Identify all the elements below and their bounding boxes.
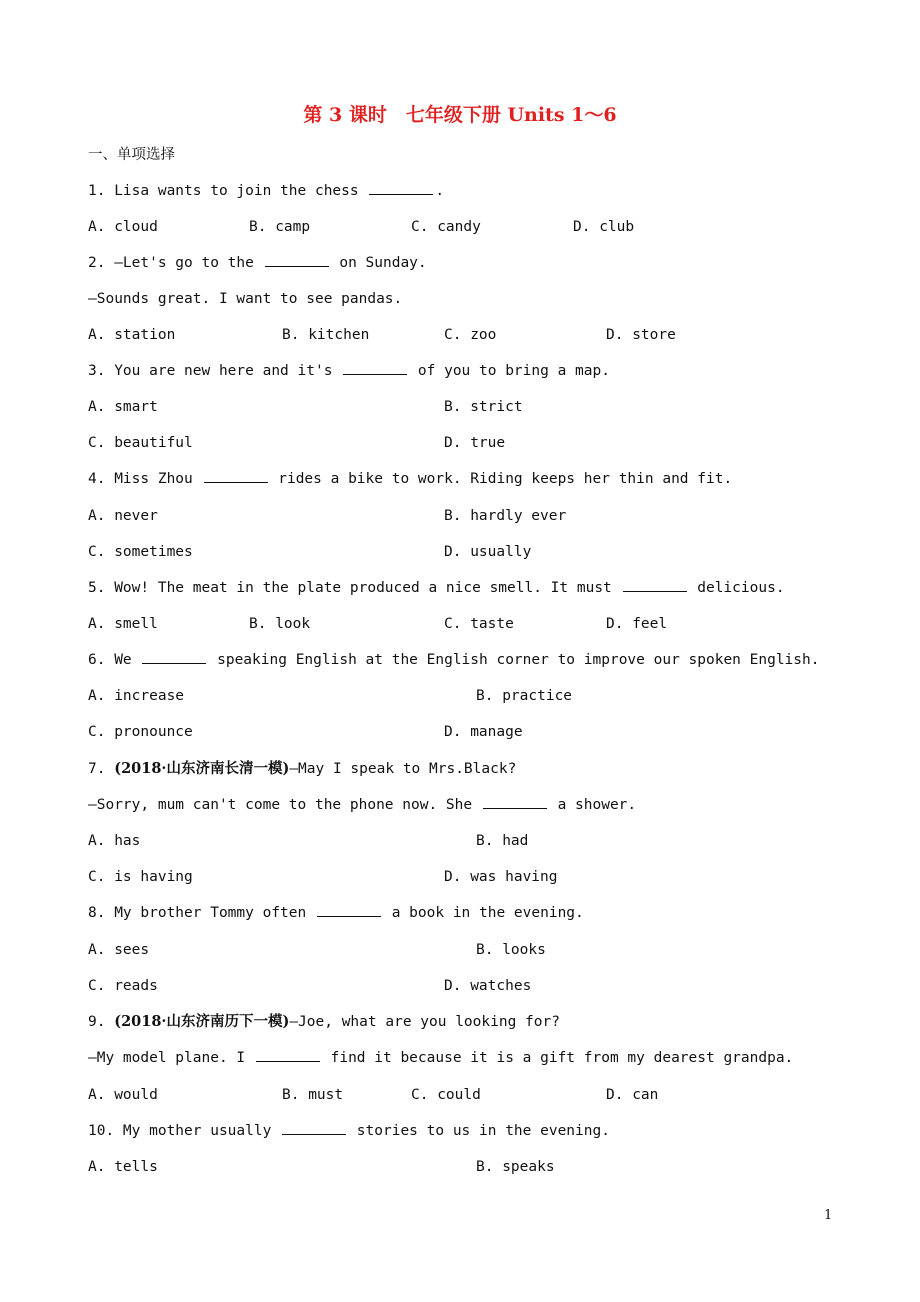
q2-option-c: C. zoo xyxy=(444,327,497,343)
q2-option-a: A. station xyxy=(88,327,176,343)
answer-blank xyxy=(343,362,407,375)
q9-source: (2018·山东济南历下一模) xyxy=(114,1013,290,1030)
q8-option-c: C. reads xyxy=(88,978,158,994)
answer-blank xyxy=(256,1049,320,1062)
q1-option-d: D. club xyxy=(573,219,635,235)
q3-text: 3. You are new here and it's xyxy=(88,363,342,379)
q3-text-end: of you to bring a map. xyxy=(409,363,610,379)
q9-option-a: A. would xyxy=(88,1087,158,1103)
q1-option-b: B. camp xyxy=(249,219,311,235)
q6-text: 6. We xyxy=(88,652,141,668)
q2-reply: —Sounds great. I want to see pandas. xyxy=(88,291,403,307)
q7-reply-text: —Sorry, mum can't come to the phone now. She xyxy=(88,797,481,813)
q10-text-end: stories to us in the evening. xyxy=(348,1123,610,1139)
q7-option-a: A. has xyxy=(88,833,141,849)
q4-option-b: B. hardly ever xyxy=(444,508,567,524)
q7-option-c: C. is having xyxy=(88,869,193,885)
question-2 xyxy=(88,253,427,273)
q6-option-c: C. pronounce xyxy=(88,724,193,740)
q6-text-end: speaking English at the English corner to improve our spoken English. xyxy=(208,652,820,668)
q2-text: 2. —Let's go to the xyxy=(88,255,263,271)
q5-text: 5. Wow! The meat in the plate produced a nice smell. It must xyxy=(88,580,621,596)
q7-option-d: D. was having xyxy=(444,869,558,885)
q1-option-a: A. cloud xyxy=(88,219,158,235)
q5-option-d: D. feel xyxy=(606,616,668,632)
question-6 xyxy=(88,650,819,670)
q4-text-end: rides a bike to work. Riding keeps her thin and fit. xyxy=(269,471,733,487)
q7-text: —May I speak to Mrs.Black? xyxy=(289,761,517,777)
q2-option-b: B. kitchen xyxy=(282,327,370,343)
q4-option-d: D. usually xyxy=(444,544,532,560)
q9-option-b: B. must xyxy=(282,1087,344,1103)
q6-option-d: D. manage xyxy=(444,724,523,740)
question-5 xyxy=(88,578,785,598)
q9-option-c: C. could xyxy=(411,1087,481,1103)
q9-reply-end: find it because it is a gift from my dearest grandpa. xyxy=(321,1050,794,1066)
q7-source: (2018·山东济南长清一模) xyxy=(114,760,290,777)
q9-number: 9. xyxy=(88,1014,115,1030)
q5-option-b: B. look xyxy=(249,616,311,632)
q9-option-d: D. can xyxy=(606,1087,659,1103)
q8-option-a: A. sees xyxy=(88,942,150,958)
question-9 xyxy=(88,1012,560,1032)
q1-text: 1. Lisa wants to join the chess xyxy=(88,183,368,199)
q5-option-a: A. smell xyxy=(88,616,158,632)
page-title: 第 3 课时 七年级下册 Units 1～6 xyxy=(303,104,617,126)
q1-text-end: . xyxy=(435,183,445,199)
q3-option-c: C. beautiful xyxy=(88,435,193,451)
page-number: 1 xyxy=(824,1208,833,1223)
answer-blank xyxy=(204,470,268,483)
q4-text: 4. Miss Zhou xyxy=(88,471,202,487)
q6-option-a: A. increase xyxy=(88,688,185,704)
section-heading: 一、单项选择 xyxy=(88,147,175,163)
answer-blank xyxy=(623,579,687,592)
q8-option-d: D. watches xyxy=(444,978,532,994)
question-3 xyxy=(88,361,610,381)
q9-text: —Joe, what are you looking for? xyxy=(289,1014,560,1030)
q2-text-end: on Sunday. xyxy=(330,255,427,271)
q7-reply-end: a shower. xyxy=(548,797,637,813)
q8-text: 8. My brother Tommy often xyxy=(88,905,315,921)
q10-text: 10. My mother usually xyxy=(88,1123,281,1139)
answer-blank xyxy=(369,182,433,195)
q8-option-b: B. looks xyxy=(476,942,546,958)
q3-option-a: A. smart xyxy=(88,399,158,415)
q9-reply xyxy=(88,1048,793,1068)
question-7 xyxy=(88,759,516,779)
answer-blank xyxy=(483,796,547,809)
q5-text-end: delicious. xyxy=(688,580,785,596)
q1-option-c: C. candy xyxy=(411,219,481,235)
q7-number: 7. xyxy=(88,761,115,777)
q4-option-a: A. never xyxy=(88,508,158,524)
question-4 xyxy=(88,469,732,489)
q2-option-d: D. store xyxy=(606,327,676,343)
q9-reply-text: —My model plane. I xyxy=(88,1050,254,1066)
q10-option-b: B. speaks xyxy=(476,1159,555,1175)
q7-reply xyxy=(88,795,636,815)
question-10 xyxy=(88,1121,610,1141)
q10-option-a: A. tells xyxy=(88,1159,158,1175)
q4-option-c: C. sometimes xyxy=(88,544,193,560)
q3-option-d: D. true xyxy=(444,435,506,451)
answer-blank xyxy=(265,254,329,267)
q7-option-b: B. had xyxy=(476,833,529,849)
q3-option-b: B. strict xyxy=(444,399,523,415)
question-1 xyxy=(88,181,444,201)
q6-option-b: B. practice xyxy=(476,688,573,704)
answer-blank xyxy=(282,1122,346,1135)
q8-text-end: a book in the evening. xyxy=(382,905,584,921)
answer-blank xyxy=(317,904,381,917)
q5-option-c: C. taste xyxy=(444,616,514,632)
question-8 xyxy=(88,903,584,923)
answer-blank xyxy=(142,651,206,664)
